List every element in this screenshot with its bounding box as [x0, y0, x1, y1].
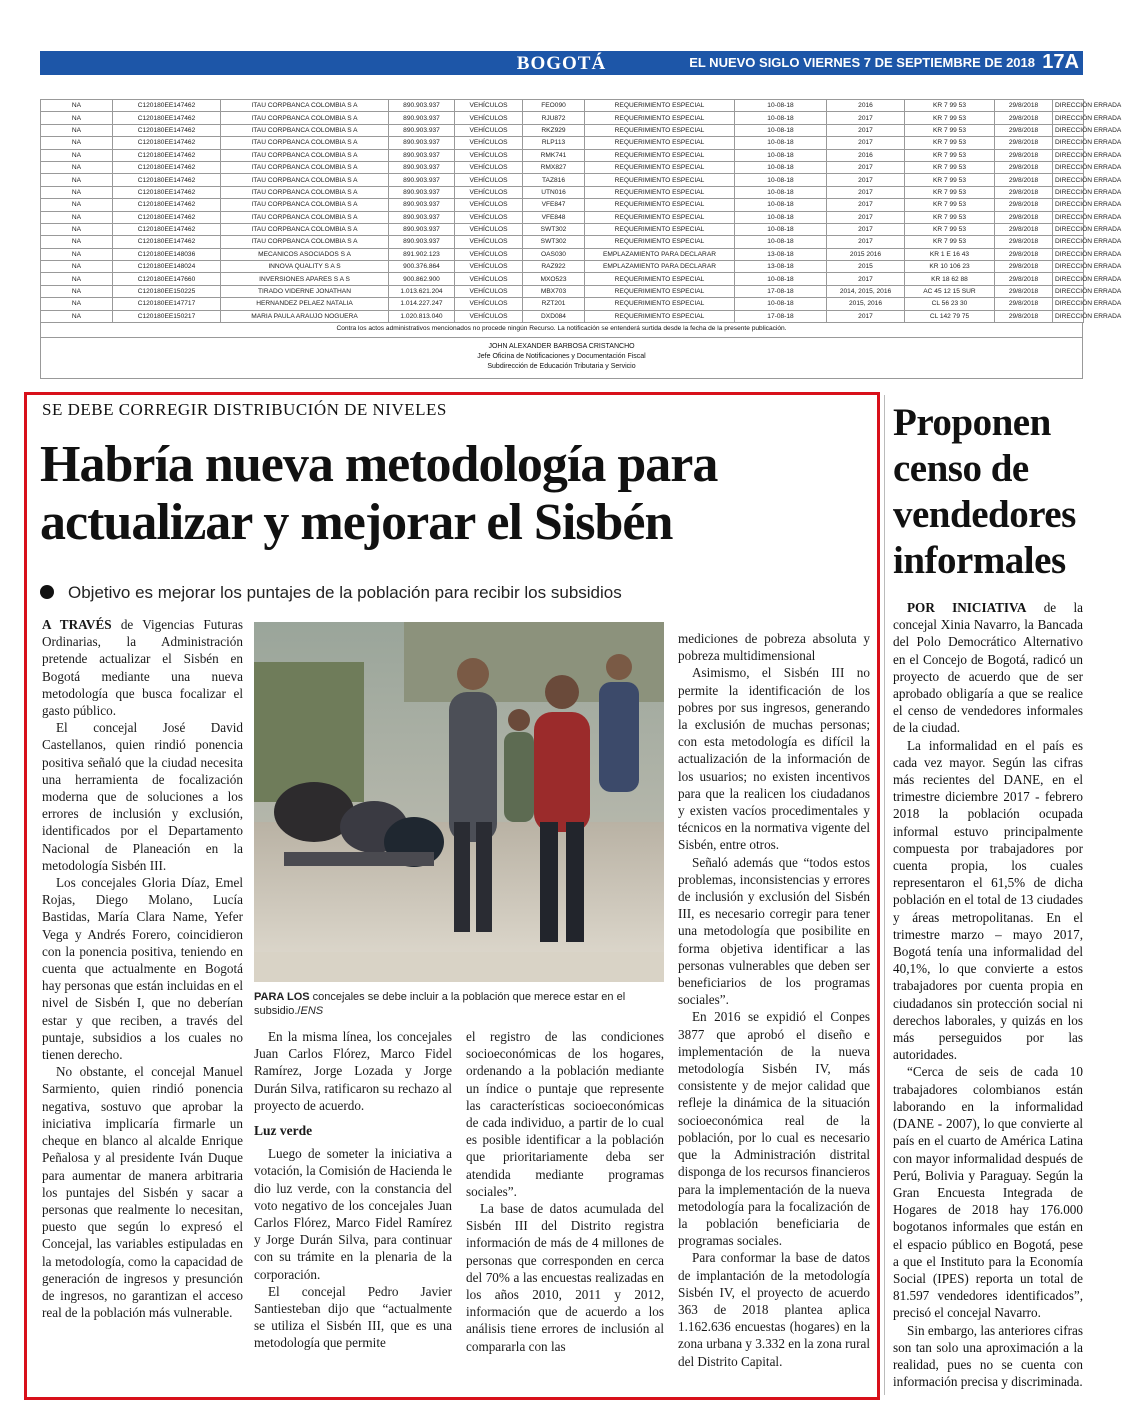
table-cell: 1.014.227.247: [389, 298, 455, 310]
table-cell: INVERSIONES APARES S A S: [221, 273, 389, 285]
table-cell: 890.903.937: [389, 137, 455, 149]
table-cell: FEO090: [523, 100, 585, 112]
table-cell: CL 56 23 30: [905, 298, 995, 310]
table-cell: REQUERIMIENTO ESPECIAL: [585, 298, 735, 310]
table-row: [41, 149, 1084, 161]
table-cell: DIRECCIÓN ERRADA: [1053, 199, 1084, 211]
table-cell: 890.903.937: [389, 223, 455, 235]
table-row: [41, 100, 1084, 112]
table-cell: 2017: [827, 223, 905, 235]
table-cell: 890.903.937: [389, 124, 455, 136]
table-cell: RZT201: [523, 298, 585, 310]
table-cell: 13-08-18: [735, 261, 827, 273]
table-cell: 2017: [827, 124, 905, 136]
table-cell: KR 7 99 53: [905, 223, 995, 235]
table-cell: REQUERIMIENTO ESPECIAL: [585, 199, 735, 211]
table-cell: NA: [41, 285, 113, 297]
table-cell: KR 7 99 53: [905, 149, 995, 161]
table-row: [41, 112, 1084, 124]
table-cell: VEHÍCULOS: [455, 137, 523, 149]
table-cell: RMK741: [523, 149, 585, 161]
table-cell: SWT302: [523, 223, 585, 235]
table-cell: RJU872: [523, 112, 585, 124]
paragraph: Los concejales Gloria Díaz, Emel Rojas, Diego Molano, Lucía Bastidas, María Clara Name, Yefer Vega y Andrés Forero, coincidieron con la ponencia positiva, teniendo en cuenta que actualmente en Bogotá hay personas que están incluidas en el nivel de Sisbén I, que no deberían estar y que reciben, a través del puntaje, subsidios a los cuales no tienen derecho.: [42, 875, 243, 1063]
paragraph-text: de Vigencias Futuras Ordinarias, la Administración pretende actualizar el Sisbén en Bogotá mediante una nueva metodología que busca focalizar el gasto público.: [42, 617, 243, 719]
table-cell: MARIA PAULA ARAUJO NOGUERA: [221, 310, 389, 322]
notice-table: [40, 99, 1122, 323]
table-cell: NA: [41, 186, 113, 198]
table-cell: 10-08-18: [735, 100, 827, 112]
table-cell: 890.903.937: [389, 174, 455, 186]
table-cell: KR 7 99 53: [905, 100, 995, 112]
paragraph: Sin embargo, las anteriores cifras son tan solo una aproximación a la realidad, pues no se cuenta con información precisa y discriminada.: [893, 1322, 1083, 1390]
side-article-body: [893, 599, 1083, 1390]
table-row: [41, 298, 1084, 310]
table-cell: DIRECCIÓN ERRADA: [1053, 236, 1084, 248]
column-divider: [884, 395, 885, 1395]
table-cell: 29/8/2018: [995, 236, 1053, 248]
paragraph: En la misma línea, los concejales Juan Carlos Flórez, Marco Fidel Ramírez, Jorge Lozada y Jorge Durán Silva, ratificaron su rechazo al proyecto de acuerdo.: [254, 1029, 452, 1113]
paragraph: [893, 599, 1083, 737]
table-cell: ITAU CORPBANCA COLOMBIA S A: [221, 186, 389, 198]
table-row: [41, 199, 1084, 211]
table-cell: C120180EE150225: [113, 285, 221, 297]
table-cell: HERNANDEZ PELAEZ NATALIA: [221, 298, 389, 310]
table-cell: UTN016: [523, 186, 585, 198]
publication-date: EL NUEVO SIGLO VIERNES 7 DE SEPTIEMBRE DE 2018: [689, 55, 1035, 70]
table-cell: ITAU CORPBANCA COLOMBIA S A: [221, 124, 389, 136]
table-cell: NA: [41, 310, 113, 322]
table-cell: 17-08-18: [735, 310, 827, 322]
table-cell: KR 7 99 53: [905, 124, 995, 136]
table-cell: 10-08-18: [735, 174, 827, 186]
table-cell: 29/8/2018: [995, 112, 1053, 124]
table-cell: 890.903.937: [389, 149, 455, 161]
photo-credit: ENS: [300, 1005, 324, 1017]
table-cell: VEHÍCULOS: [455, 211, 523, 223]
table-cell: VFE848: [523, 211, 585, 223]
table-cell: 10-08-18: [735, 236, 827, 248]
table-row: [41, 273, 1084, 285]
table-row: [41, 174, 1084, 186]
table-cell: TAZ816: [523, 174, 585, 186]
table-cell: 10-08-18: [735, 186, 827, 198]
table-cell: 1.013.621.204: [389, 285, 455, 297]
table-cell: VEHÍCULOS: [455, 248, 523, 260]
table-cell: MECANICOS ASOCIADOS S A: [221, 248, 389, 260]
table-cell: NA: [41, 236, 113, 248]
table-cell: 10-08-18: [735, 223, 827, 235]
table-cell: 29/8/2018: [995, 124, 1053, 136]
table-cell: VEHÍCULOS: [455, 199, 523, 211]
table-cell: 2014, 2015, 2016: [827, 285, 905, 297]
table-cell: 29/8/2018: [995, 261, 1053, 273]
table-cell: VEHÍCULOS: [455, 174, 523, 186]
table-row: [41, 236, 1084, 248]
table-cell: 900.862.900: [389, 273, 455, 285]
table-cell: REQUERIMIENTO ESPECIAL: [585, 310, 735, 322]
lead-in: POR INICIATIVA: [907, 600, 1027, 615]
table-cell: KR 7 99 53: [905, 137, 995, 149]
table-cell: 890.903.937: [389, 186, 455, 198]
table-cell: KR 7 99 53: [905, 236, 995, 248]
table-cell: C120180EE150217: [113, 310, 221, 322]
table-cell: RKZ929: [523, 124, 585, 136]
table-cell: 891.902.123: [389, 248, 455, 260]
subheadline-text: Objetivo es mejorar los puntajes de la población para recibir los subsidios: [68, 583, 622, 602]
table-cell: DIRECCIÓN ERRADA: [1053, 161, 1084, 173]
table-cell: ITAU CORPBANCA COLOMBIA S A: [221, 211, 389, 223]
paragraph: “Cerca de seis de cada 10 trabajadores colombianos están laborando en la informalidad (DANE - 2007), lo que convierte al país en el cuarto de América Latina con mayor informalidad después de Perú, Bolivia y Paraguay. Según la Gran Encuesta Integrada de Hogares de 2018 hay 176.000 bogotanos informales que están en el espacio público en Bogotá, pese a que el Instituto para la Economía Social (IPES) reporta un total de 81.597 vendedores identificados”, precisó el concejal Navarro.: [893, 1064, 1083, 1321]
table-cell: 10-08-18: [735, 124, 827, 136]
table-cell: AC 45 12 15 SUR: [905, 285, 995, 297]
table-cell: NA: [41, 248, 113, 260]
table-cell: 2016: [827, 100, 905, 112]
table-cell: KR 7 99 53: [905, 186, 995, 198]
table-cell: 2016: [827, 149, 905, 161]
table-cell: RMX827: [523, 161, 585, 173]
lead-in: A TRAVÉS: [42, 617, 112, 632]
table-cell: 1.020.813.040: [389, 310, 455, 322]
table-cell: 10-08-18: [735, 137, 827, 149]
table-cell: 29/8/2018: [995, 149, 1053, 161]
table-cell: 2017: [827, 310, 905, 322]
table-cell: KR 7 99 53: [905, 174, 995, 186]
table-cell: ITAU CORPBANCA COLOMBIA S A: [221, 112, 389, 124]
table-cell: KR 7 99 53: [905, 199, 995, 211]
section-header-bar: [40, 51, 1083, 75]
table-cell: 890.903.937: [389, 112, 455, 124]
paragraph: [42, 616, 243, 719]
table-cell: ITAU CORPBANCA COLOMBIA S A: [221, 223, 389, 235]
table-cell: REQUERIMIENTO ESPECIAL: [585, 149, 735, 161]
table-cell: DIRECCIÓN ERRADA: [1053, 174, 1084, 186]
table-cell: NA: [41, 273, 113, 285]
table-cell: VEHÍCULOS: [455, 310, 523, 322]
table-cell: 29/8/2018: [995, 211, 1053, 223]
paragraph: No obstante, el concejal Manuel Sarmiento, quien rindió ponencia negativa, sostuvo que aprobar la iniciativa implicaría firmarle un cheque en blanco al alcalde Enrique Peñalosa y al presidente Iván Duque para aumentar de manera arbitraria los puntajes del Sisbén y sacar a personas que realmente lo necesitan, puesto que según lo expresó el Concejal, las variables estipuladas en la metodología, como la capacidad de generación de ingresos y presunción de ingresos, no garantizan el acceso real de la población más vulnerable.: [42, 1064, 243, 1321]
table-cell: C120180EE147462: [113, 236, 221, 248]
table-cell: 2017: [827, 273, 905, 285]
table-cell: EMPLAZAMIENTO PARA DECLARAR: [585, 248, 735, 260]
table-cell: VEHÍCULOS: [455, 100, 523, 112]
table-cell: REQUERIMIENTO ESPECIAL: [585, 124, 735, 136]
table-cell: 29/8/2018: [995, 298, 1053, 310]
table-cell: VEHÍCULOS: [455, 236, 523, 248]
table-row: [41, 161, 1084, 173]
table-cell: C120180EE147717: [113, 298, 221, 310]
table-cell: REQUERIMIENTO ESPECIAL: [585, 137, 735, 149]
table-cell: 10-08-18: [735, 112, 827, 124]
notice-footnote: Contra los actos administrativos mencionados no procede ningún Recurso. La notificación se entenderá surtida desde la fecha de la presente publicación.: [40, 323, 1083, 338]
table-cell: C120180EE147462: [113, 211, 221, 223]
table-cell: REQUERIMIENTO ESPECIAL: [585, 211, 735, 223]
table-cell: DIRECCIÓN ERRADA: [1053, 211, 1084, 223]
table-cell: 29/8/2018: [995, 273, 1053, 285]
table-cell: VEHÍCULOS: [455, 261, 523, 273]
table-cell: NA: [41, 149, 113, 161]
paragraph: Asimismo, el Sisbén III no permite la identificación de los pobres por sus ingresos, generando la exclusión de muchas personas; con esta metodología es difícil la actualización de la información de los usuarios; no existen incentivos para que la realicen los ciudadanos y existen vacíos procedimentales y técnicos en la normativa vigente del Sisbén, entre otros.: [678, 665, 870, 853]
table-cell: C120180EE147462: [113, 149, 221, 161]
table-cell: C120180EE147462: [113, 161, 221, 173]
table-cell: EMPLAZAMIENTO PARA DECLARAR: [585, 261, 735, 273]
table-cell: NA: [41, 161, 113, 173]
table-cell: C120180EE147462: [113, 223, 221, 235]
table-cell: C120180EE147462: [113, 137, 221, 149]
table-cell: CL 142 79 75: [905, 310, 995, 322]
table-cell: NA: [41, 124, 113, 136]
table-cell: DIRECCIÓN ERRADA: [1053, 223, 1084, 235]
paragraph: El concejal Pedro Javier Santiesteban dijo que “actualmente se utiliza el Sisbén III, que es una metodología que permite: [254, 1283, 452, 1351]
table-cell: MBX703: [523, 285, 585, 297]
table-cell: DIRECCIÓN ERRADA: [1053, 100, 1084, 112]
table-cell: NA: [41, 199, 113, 211]
paragraph: La base de datos acumulada del Sisbén III del Distrito registra información de más de 4 millones de personas que corresponden en cerca del 70% a las encuestas realizadas en los años 2010, 2011 y 2012, información que de acuerdo a los análisis tiene errores de inclusión al compararla con las: [466, 1201, 664, 1354]
caption-lead: PARA LOS: [254, 991, 310, 1003]
table-cell: 2015: [827, 261, 905, 273]
table-cell: 890.903.937: [389, 236, 455, 248]
table-cell: 2015 2016: [827, 248, 905, 260]
table-cell: NA: [41, 112, 113, 124]
table-cell: REQUERIMIENTO ESPECIAL: [585, 112, 735, 124]
table-cell: NA: [41, 261, 113, 273]
table-cell: 2017: [827, 186, 905, 198]
table-cell: 890.903.937: [389, 161, 455, 173]
table-cell: REQUERIMIENTO ESPECIAL: [585, 273, 735, 285]
signer-name: JOHN ALEXANDER BARBOSA CRISTANCHO: [488, 343, 635, 351]
table-row: [41, 186, 1084, 198]
table-cell: NA: [41, 211, 113, 223]
table-cell: DIRECCIÓN ERRADA: [1053, 124, 1084, 136]
table-cell: 17-08-18: [735, 285, 827, 297]
table-cell: NA: [41, 174, 113, 186]
page-number: 17A: [1042, 51, 1079, 73]
table-cell: 2017: [827, 112, 905, 124]
article-column-1: [42, 616, 243, 1321]
paragraph: el registro de las condiciones socioeconómicas de los hogares, ordenando a la población mediante un índice o puntaje que represente las características socioeconómicas de cada individuo, a partir de lo cual es posible identificar a la población que prioritariamente deba ser atendida mediante programas sociales”.: [466, 1029, 664, 1199]
table-cell: DIRECCIÓN ERRADA: [1053, 149, 1084, 161]
table-cell: 29/8/2018: [995, 186, 1053, 198]
table-cell: C120180EE147462: [113, 100, 221, 112]
table-cell: 890.903.937: [389, 211, 455, 223]
table-cell: RAZ922: [523, 261, 585, 273]
table-cell: KR 7 99 53: [905, 211, 995, 223]
table-cell: REQUERIMIENTO ESPECIAL: [585, 285, 735, 297]
table-cell: VEHÍCULOS: [455, 112, 523, 124]
article-kicker: SE DEBE CORREGIR DISTRIBUCIÓN DE NIVELES: [42, 400, 447, 419]
table-cell: 29/8/2018: [995, 310, 1053, 322]
table-row: [41, 211, 1084, 223]
table-cell: ITAU CORPBANCA COLOMBIA S A: [221, 137, 389, 149]
table-cell: DIRECCIÓN ERRADA: [1053, 112, 1084, 124]
table-cell: C120180EE147462: [113, 186, 221, 198]
table-cell: 29/8/2018: [995, 285, 1053, 297]
table-cell: REQUERIMIENTO ESPECIAL: [585, 161, 735, 173]
table-row: [41, 248, 1084, 260]
table-cell: ITAU CORPBANCA COLOMBIA S A: [221, 199, 389, 211]
paragraph: Para conformar la base de datos de implantación de la metodología Sisbén IV, el proyecto de acuerdo 363 de 2018 plantea aplica 1.162.636 encuestas (hogares) en la zona urbana y 3.332 en la zona rural del Distrito Capital.: [678, 1250, 870, 1369]
table-cell: REQUERIMIENTO ESPECIAL: [585, 223, 735, 235]
crowd-photo-illustration: [254, 622, 664, 982]
table-cell: DIRECCIÓN ERRADA: [1053, 310, 1084, 322]
paragraph-text: de la concejal Xinia Navarro, la Bancada del Polo Democrático Alternativo en el Concejo de Bogotá, radicó un proyecto de acuerdo que de ser aprobado obligaría a que se realice el censo de vendedores informales de la ciudad.: [893, 600, 1083, 736]
table-cell: REQUERIMIENTO ESPECIAL: [585, 100, 735, 112]
article-subheadline: [40, 583, 622, 603]
table-cell: ITAU CORPBANCA COLOMBIA S A: [221, 149, 389, 161]
article-headline: Habría nueva metodología para actualizar y mejorar el Sisbén: [40, 436, 718, 551]
table-cell: 10-08-18: [735, 211, 827, 223]
table-cell: 2015, 2016: [827, 298, 905, 310]
table-cell: MXO523: [523, 273, 585, 285]
article-column-2: [254, 1028, 452, 1352]
bullet-icon: [40, 585, 54, 599]
signer-office: Subdirección de Educación Tributaria y Servicio: [487, 363, 636, 371]
table-cell: VEHÍCULOS: [455, 161, 523, 173]
table-cell: TIRADO VIDERNE JONATHAN: [221, 285, 389, 297]
table-cell: 29/8/2018: [995, 248, 1053, 260]
table-cell: KR 1 E 16 43: [905, 248, 995, 260]
table-cell: DIRECCIÓN ERRADA: [1053, 248, 1084, 260]
table-cell: NA: [41, 298, 113, 310]
table-cell: REQUERIMIENTO ESPECIAL: [585, 186, 735, 198]
table-cell: DIRECCIÓN ERRADA: [1053, 186, 1084, 198]
table-cell: 2017: [827, 199, 905, 211]
table-cell: VEHÍCULOS: [455, 223, 523, 235]
paragraph: Señaló además que “todos estos problemas, inconsistencias y errores de inclusión y exclusión del Sisbén III, es necesario corregir para tener una metodología que posibilite en forma objetiva identificar a las personas vulnerables que deben ser beneficiarios de los programas sociales”.: [678, 854, 870, 1008]
table-cell: C120180EE147462: [113, 174, 221, 186]
table-cell: 890.903.937: [389, 100, 455, 112]
notice-signature: [40, 338, 1083, 379]
table-cell: 900.376.864: [389, 261, 455, 273]
table-cell: DIRECCIÓN ERRADA: [1053, 273, 1084, 285]
table-cell: DIRECCIÓN ERRADA: [1053, 261, 1084, 273]
table-cell: VEHÍCULOS: [455, 285, 523, 297]
article-photo: [254, 622, 664, 982]
table-cell: KR 10 106 23: [905, 261, 995, 273]
table-cell: DIRECCIÓN ERRADA: [1053, 285, 1084, 297]
table-cell: NA: [41, 137, 113, 149]
table-cell: RLP113: [523, 137, 585, 149]
table-cell: 890.903.937: [389, 199, 455, 211]
table-row: [41, 261, 1084, 273]
table-cell: 10-08-18: [735, 199, 827, 211]
paragraph: Luego de someter la iniciativa a votación, la Comisión de Hacienda le dio luz verde, con la constancia del voto negativo de los concejales Juan Carlos Flórez, Marco Fidel Ramírez y Jorge Durán Silva, para continuar con su trámite en la plenaria de la corporación.: [254, 1146, 452, 1282]
signer-title: Jefe Oficina de Notificaciones y Documentación Fiscal: [477, 353, 646, 361]
table-cell: VEHÍCULOS: [455, 149, 523, 161]
paragraph: El concejal José David Castellanos, quien rindió ponencia positiva señaló que la ciudad necesita una herramienta de focalización moderna que de soluciones a los errores de inclusión y exclusión, identificados por el Departamento Nacional de Planeación en la metodología Sisbén III.: [42, 720, 243, 873]
caption-text: concejales se debe incluir a la población que merece estar en el subsidio./: [254, 991, 626, 1017]
table-cell: DIRECCIÓN ERRADA: [1053, 298, 1084, 310]
section-subhead: Luz verde: [254, 1123, 313, 1139]
table-cell: KR 7 99 53: [905, 112, 995, 124]
table-row: [41, 310, 1084, 322]
notice-table-body: [41, 100, 1122, 323]
table-cell: C120180EE147660: [113, 273, 221, 285]
table-cell: 29/8/2018: [995, 161, 1053, 173]
table-cell: 13-08-18: [735, 248, 827, 260]
table-cell: VEHÍCULOS: [455, 124, 523, 136]
table-cell: REQUERIMIENTO ESPECIAL: [585, 174, 735, 186]
article-column-4: [678, 630, 870, 1370]
table-cell: ITAU CORPBANCA COLOMBIA S A: [221, 100, 389, 112]
table-row: [41, 223, 1084, 235]
table-cell: ITAU CORPBANCA COLOMBIA S A: [221, 161, 389, 173]
official-notice: [40, 99, 1122, 385]
paragraph: En 2016 se expidió el Conpes 3877 que aprobó el diseño e implementación de la nueva metodología Sisbén IV, más consistente y de mejor calidad que refleje la dinámica de la situación socioeconómica real de la población, por lo cual es necesario que la Administración distrital disponga de los recursos financieros para la implementación de la nueva metodología para la focalización de la población beneficiaria de programas sociales.: [678, 1009, 870, 1249]
table-cell: 29/8/2018: [995, 199, 1053, 211]
table-cell: ITAU CORPBANCA COLOMBIA S A: [221, 174, 389, 186]
table-cell: KR 18 62 88: [905, 273, 995, 285]
side-article-headline: Proponen censo de vendedores informales: [893, 401, 1076, 582]
table-cell: DXD084: [523, 310, 585, 322]
table-cell: C120180EE147462: [113, 199, 221, 211]
table-cell: 29/8/2018: [995, 137, 1053, 149]
table-cell: C120180EE148036: [113, 248, 221, 260]
section-title: BOGOTÁ: [516, 53, 607, 74]
table-cell: KR 7 99 53: [905, 161, 995, 173]
table-cell: INNOVA QUALITY S A S: [221, 261, 389, 273]
table-cell: 29/8/2018: [995, 100, 1053, 112]
photo-caption: [254, 990, 664, 1018]
table-row: [41, 137, 1084, 149]
table-cell: SWT302: [523, 236, 585, 248]
table-cell: ITAU CORPBANCA COLOMBIA S A: [221, 236, 389, 248]
table-cell: 10-08-18: [735, 273, 827, 285]
table-cell: VEHÍCULOS: [455, 273, 523, 285]
table-cell: NA: [41, 100, 113, 112]
table-cell: 2017: [827, 137, 905, 149]
table-cell: 29/8/2018: [995, 223, 1053, 235]
table-cell: REQUERIMIENTO ESPECIAL: [585, 236, 735, 248]
table-cell: NA: [41, 223, 113, 235]
table-cell: 10-08-18: [735, 149, 827, 161]
table-cell: C120180EE147462: [113, 112, 221, 124]
table-cell: VEHÍCULOS: [455, 186, 523, 198]
table-cell: 2017: [827, 211, 905, 223]
table-cell: C120180EE147462: [113, 124, 221, 136]
article-column-3: [466, 1028, 664, 1355]
table-cell: 10-08-18: [735, 161, 827, 173]
table-cell: VEHÍCULOS: [455, 298, 523, 310]
table-cell: C120180EE148024: [113, 261, 221, 273]
table-cell: OAS030: [523, 248, 585, 260]
table-cell: 2017: [827, 174, 905, 186]
table-cell: VFE847: [523, 199, 585, 211]
table-cell: 10-08-18: [735, 298, 827, 310]
table-row: [41, 124, 1084, 136]
table-cell: 2017: [827, 161, 905, 173]
table-row: [41, 285, 1084, 297]
table-cell: 29/8/2018: [995, 174, 1053, 186]
paragraph: La informalidad en el país es cada vez mayor. Según las cifras más recientes del DANE, en el trimestre diciembre 2017 - febrero 2018 la población ocupada informal estuvo principalmente compuesta por trabajadores por cuenta propia, los cuales representaron el 61,5% de dicha población en el total de 13 ciudades y áreas metropolitanas. En el trimestre marzo – mayo 2017, Bogotá tenía una informalidad del 40,1%, lo que convierte a estos trabajadores por cuenta propia en ciudadanos sin protección social ni derechos laborales, y quizás en los más perseguidos por las autoridades.: [893, 737, 1083, 1063]
paragraph: mediciones de pobreza absoluta y pobreza multidimensional: [678, 631, 870, 664]
table-cell: 2017: [827, 236, 905, 248]
table-cell: DIRECCIÓN ERRADA: [1053, 137, 1084, 149]
